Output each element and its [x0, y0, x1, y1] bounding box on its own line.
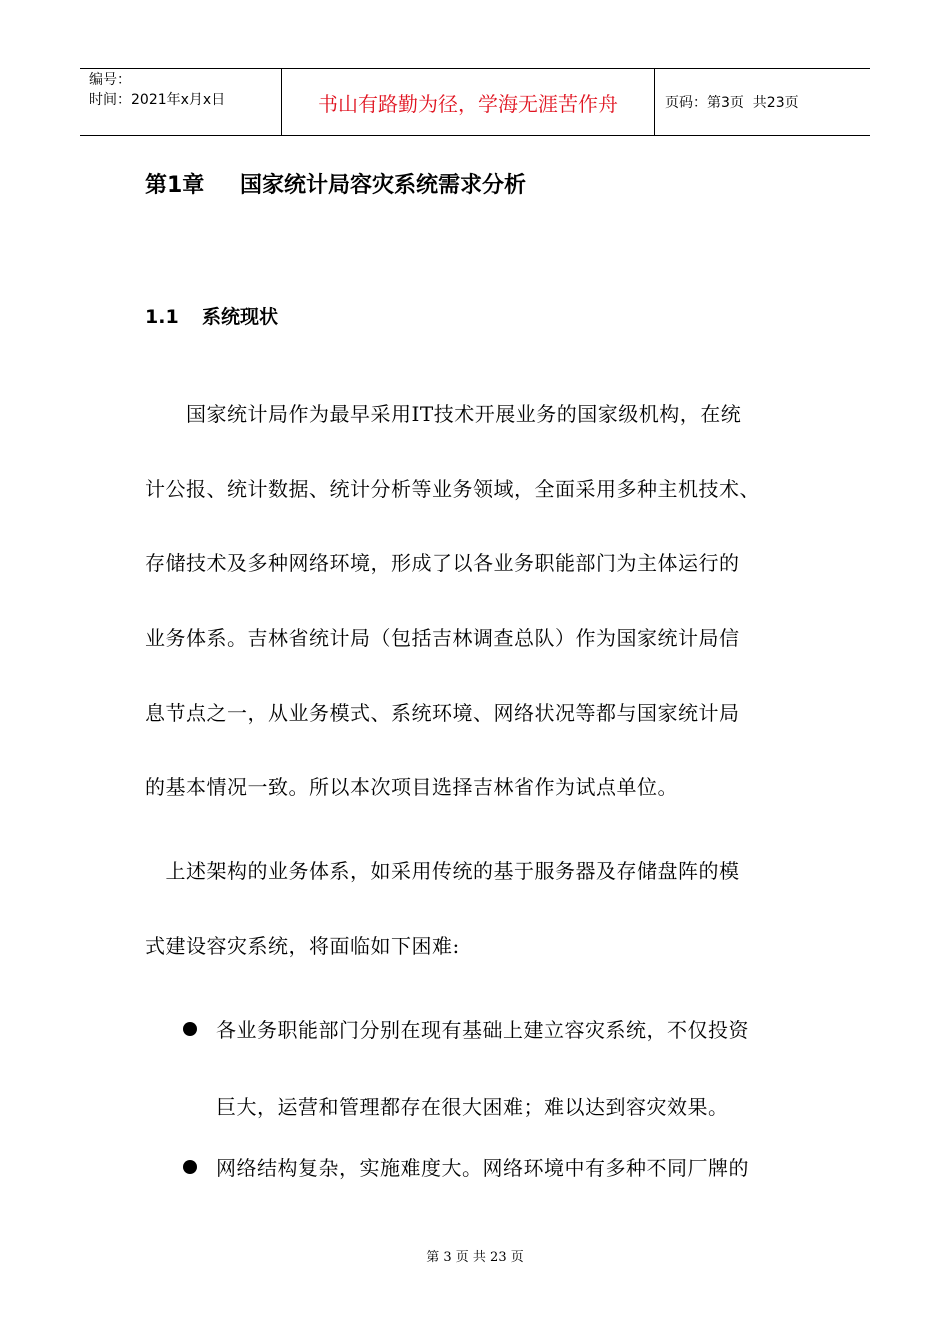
body-line: 业务体系。吉林省统计局（包括吉林调查总队）作为国家统计局信 — [145, 626, 740, 650]
bullet-dot — [183, 1022, 197, 1036]
body-line: 息节点之一，从业务模式、系统环境、网络状况等都与国家统计局 — [145, 701, 740, 725]
body-line: 计公报、统计数据、统计分析等业务领域，全面采用多种主机技术、 — [145, 477, 760, 501]
chapter-number: 第1章 — [145, 173, 205, 198]
page-header — [80, 68, 870, 136]
header-motto: 书山有路勤为径，学海无涯苦作舟 — [281, 69, 655, 135]
section-title: 系统现状 — [202, 306, 279, 328]
bullet-line: 巨大，运营和管理都存在很大困难；难以达到容灾效果。 — [216, 1095, 729, 1119]
body-line: 存储技术及多种网络环境，形成了以各业务职能部门为主体运行的 — [145, 551, 740, 575]
section-number: 1.1 — [145, 306, 179, 328]
header-page-info: 页码：第3页 共23页 — [665, 95, 799, 111]
body-line: 国家统计局作为最早采用IT技术开展业务的国家级机构，在统 — [145, 402, 742, 426]
body-line: 式建设容灾系统，将面临如下困难: — [145, 934, 460, 958]
bullet-dot — [183, 1160, 197, 1174]
body-line: 上述架构的业务体系，如采用传统的基于服务器及存储盘阵的模 — [145, 859, 740, 883]
header-meta — [80, 69, 281, 135]
document-time: 时间：2021年x月x日 — [89, 92, 226, 108]
document-number-label: 编号： — [89, 72, 131, 88]
bullet-line: 网络结构复杂，实施难度大。网络环境中有多种不同厂牌的 — [216, 1156, 749, 1180]
bullet-line: 各业务职能部门分别在现有基础上建立容灾系统，不仅投资 — [216, 1018, 749, 1042]
chapter-heading — [145, 168, 526, 199]
page-footer: 第 3 页 共 23 页 — [426, 1250, 524, 1265]
chapter-title: 国家统计局容灾系统需求分析 — [240, 173, 527, 198]
body-line: 的基本情况一致。所以本次项目选择吉林省作为试点单位。 — [145, 775, 678, 799]
section-heading — [145, 302, 278, 329]
